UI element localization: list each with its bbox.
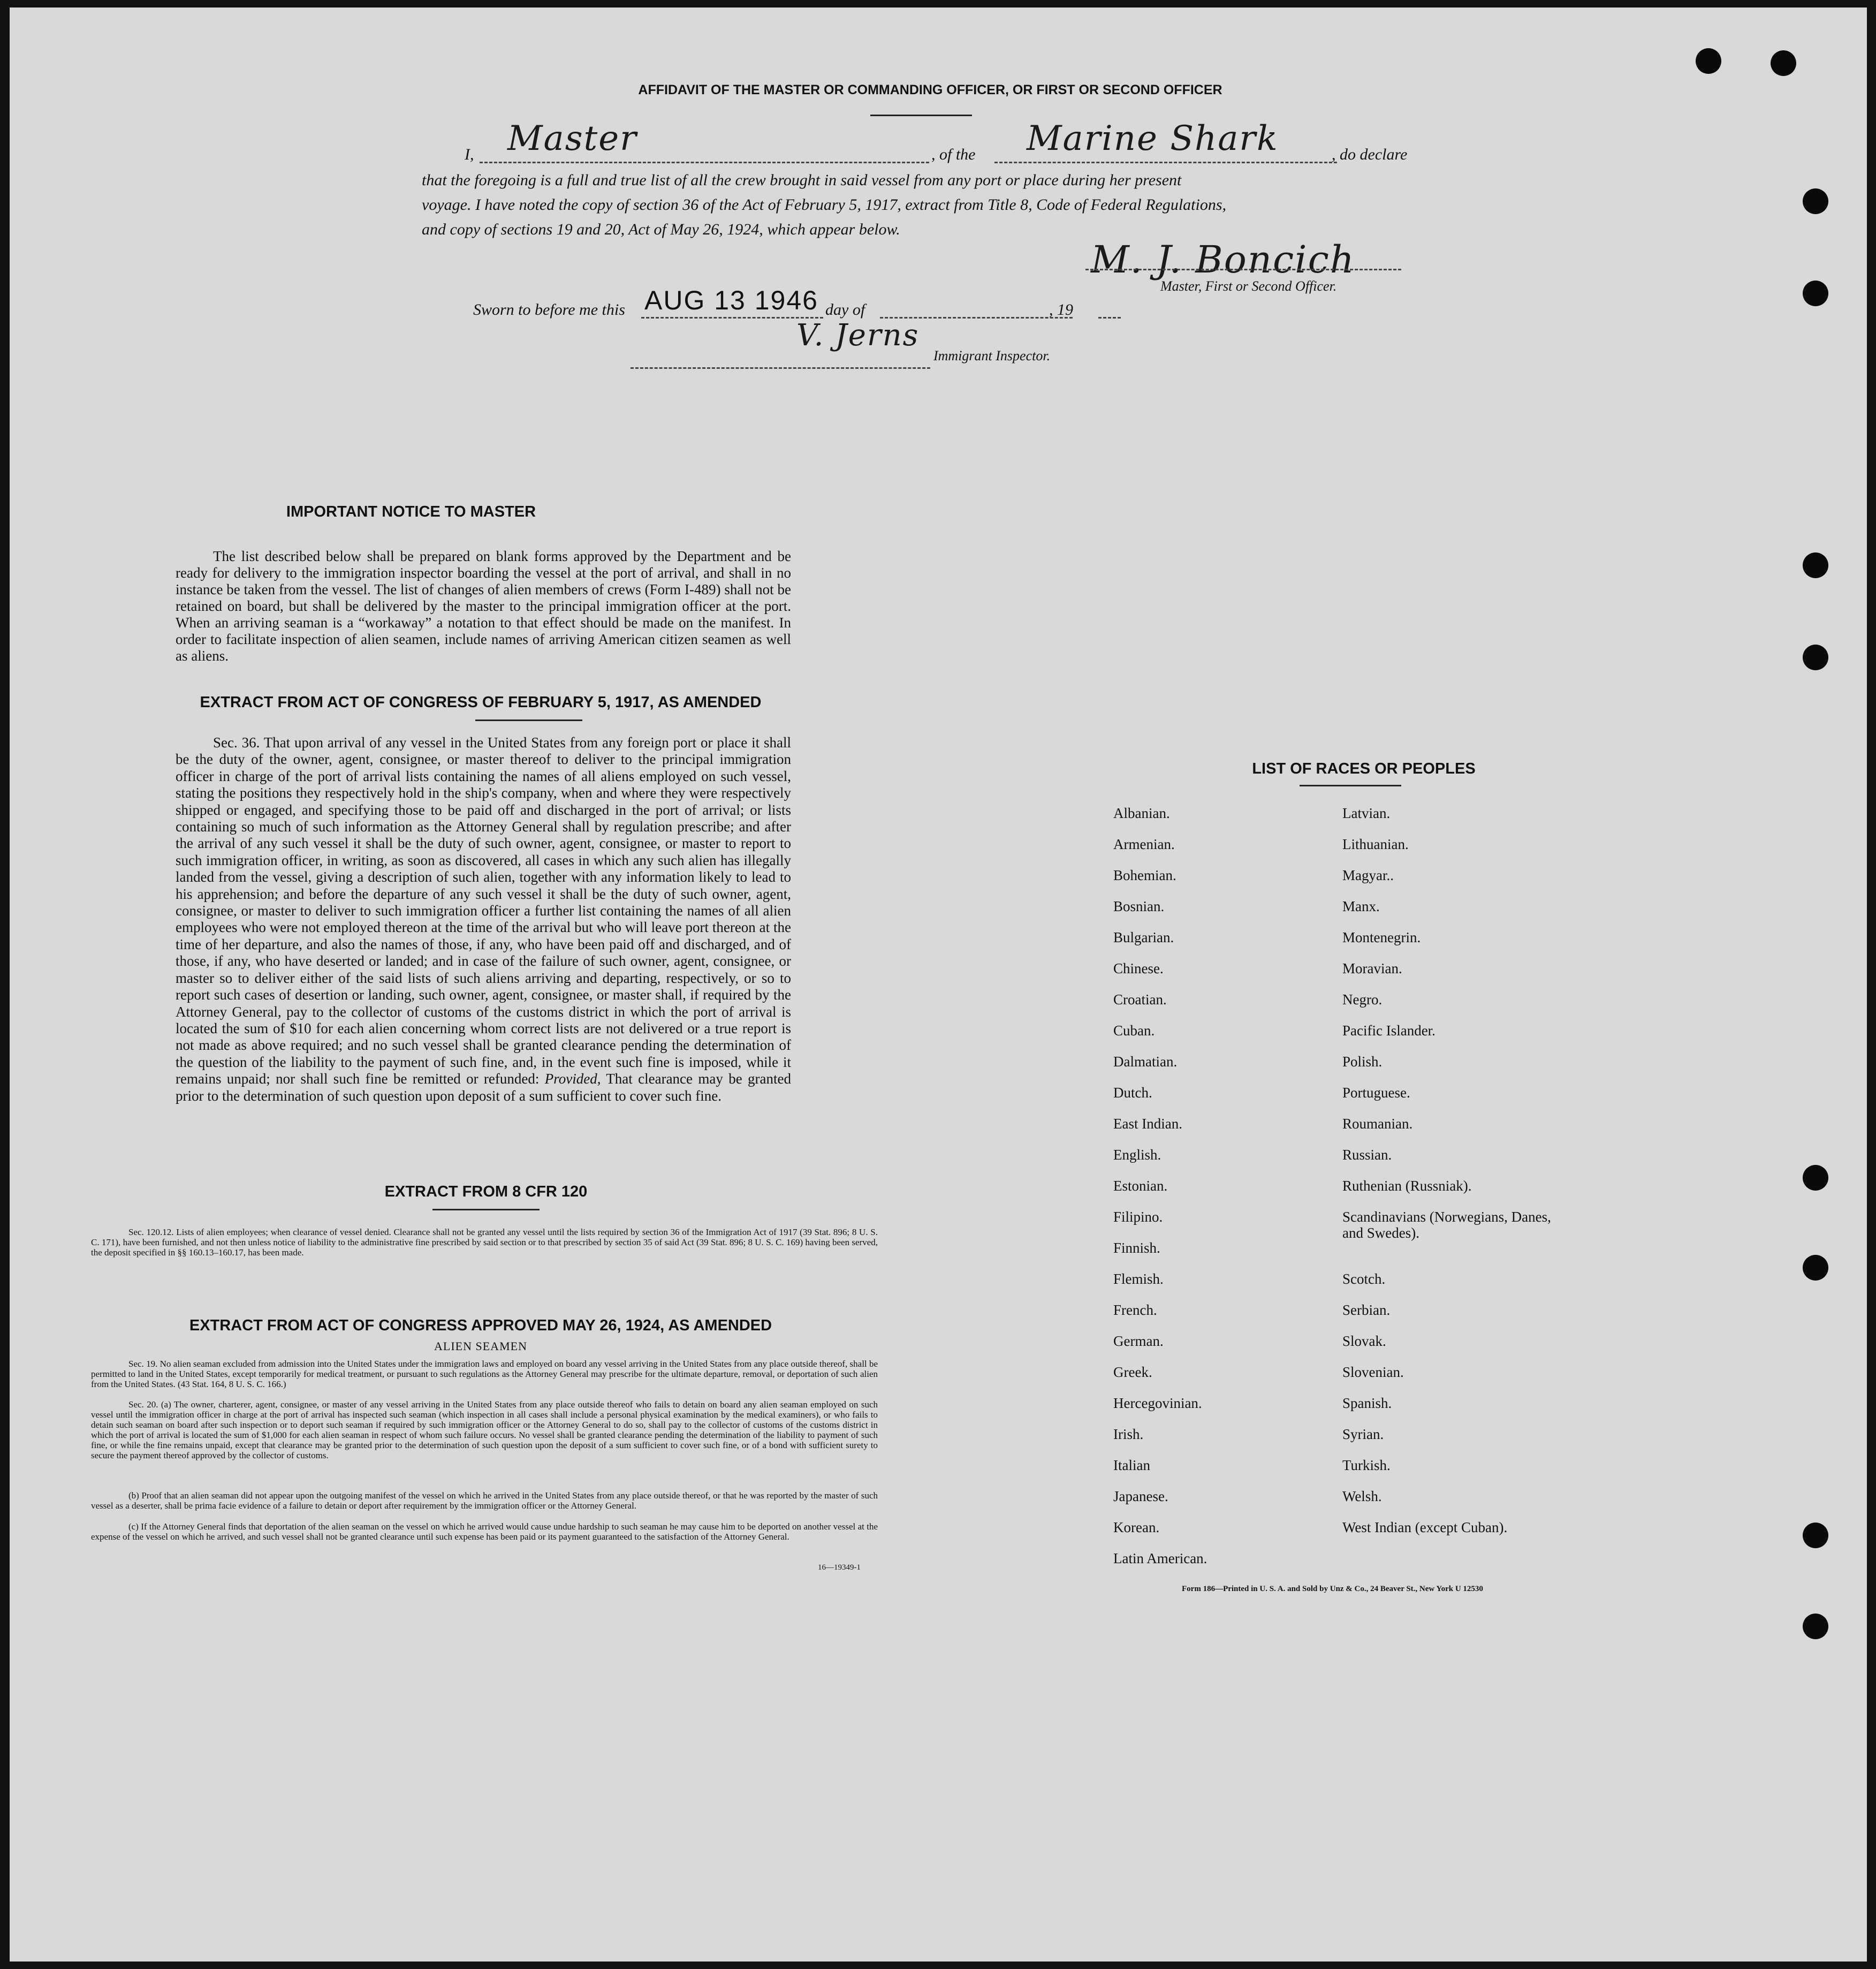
i-label: I, — [465, 146, 474, 163]
sec20b-text: (b) Proof that an alien seaman did not appear upon the outgoing manifest of the vessel on which he arrived in the United States from any place outside thereof, or that he was reported by the master of such vessel as a deserter, shall be prima facie evidence of a failure to detain or deport after requirement by the immigration officer or the Attorney General. — [91, 1490, 878, 1511]
race-item: Croatian. — [1113, 991, 1167, 1008]
punch-hole — [1771, 50, 1796, 76]
day-of-label: day of — [825, 301, 865, 319]
master-signature: M. J. Boncich — [1091, 238, 1355, 282]
race-item: Montenegrin. — [1342, 929, 1421, 945]
alien-seamen-subheading: ALIEN SEAMEN — [434, 1339, 527, 1353]
punch-hole — [1803, 552, 1828, 578]
document-page — [10, 7, 1867, 1962]
race-item: Latvian. — [1342, 805, 1391, 821]
race-item: Finnish. — [1113, 1240, 1160, 1256]
punch-hole — [1803, 1523, 1828, 1548]
race-item: Scotch. — [1342, 1271, 1386, 1287]
race-item: Syrian. — [1342, 1426, 1384, 1442]
punch-hole — [1803, 1255, 1828, 1281]
race-item: Italian — [1113, 1457, 1150, 1473]
race-item: Greek. — [1113, 1364, 1152, 1380]
form-code: 16—19349-1 — [818, 1563, 861, 1572]
affidavit-title: AFFIDAVIT OF THE MASTER OR COMMANDING OFFICER, OR FIRST OR SECOND OFFICER — [638, 82, 1222, 97]
dotted-line — [631, 367, 930, 369]
do-declare-label: , do declare — [1332, 146, 1408, 163]
race-item: German. — [1113, 1333, 1164, 1349]
race-item: Moravian. — [1342, 960, 1402, 976]
race-item: Portuguese. — [1342, 1085, 1410, 1101]
extract-1917-heading: EXTRACT FROM ACT OF CONGRESS OF FEBRUARY 5, 1917, AS AMENDED — [200, 694, 762, 711]
punch-hole — [1803, 1165, 1828, 1191]
of-the-label: , of the — [931, 146, 976, 163]
sec36-text-end: That clearance may be granted prior to the determination of such question upon deposit of a sum sufficient to cover such fine. — [176, 1071, 791, 1104]
inspector-signature: V. Jerns — [796, 318, 920, 353]
punch-hole — [1696, 48, 1721, 74]
race-item: Turkish. — [1342, 1457, 1391, 1473]
divider — [1300, 785, 1401, 786]
race-item: Manx. — [1342, 898, 1380, 914]
affidavit-line: that the foregoing is a full and true list of all the crew brought in said vessel from any port or place during her present — [422, 171, 1182, 189]
race-item: Albanian. — [1113, 805, 1170, 821]
year-label: , 19 — [1049, 301, 1073, 319]
race-item: Bosnian. — [1113, 898, 1165, 914]
sec20c-text: (c) If the Attorney General finds that deportation of the alien seaman on the vessel on which he arrived would cause undue hardship to such seaman he may cause him to be deported on another vessel at the expense of the vessel on which he arrived, and such vessel shall not be granted clearance until such expense has been paid or its payment guaranteed to the satisfaction of the Attorney General. — [91, 1521, 878, 1542]
notice-heading: IMPORTANT NOTICE TO MASTER — [286, 503, 536, 520]
cfr-body: Sec. 120.12. Lists of alien employees; when clearance of vessel denied. Clearance shall not be granted any vessel until the lists required by section 36 of the Immigration Act of 1917 (39 Stat. 896; 8 U. S. C. 171), have been furnished, and not then unless notice of liability to the administrative fine prescribed by said section or to that prescribed by section 35 of said Act (39 Stat. 896; 8 U. S. C. 169) having been served, the deposit specified in §§ 160.13–160.17, has been made. — [91, 1227, 878, 1258]
sec20a-text: Sec. 20. (a) The owner, charterer, agent, consignee, or master of any vessel arriving in the United States from any place outside thereof who fails to detain on board any alien seaman employed on such vessel until the immigration officer in charge at the port of arrival has inspected such seaman (which inspection in all cases shall include a personal physical examination by the medical examiners), or who fails to detain such seaman on board after such inspection or to deport such seaman if required by such immigration officer or the Attorney General to do so, shall pay to the collector of customs of the customs district in which the port of arrival is located the sum of $1,000 for each alien seaman in respect of whom such failure occurs. No vessel shall be granted clearance pending the determination of the liability to payment of such fine, or while the fine remains unpaid, except that clearance may be granted prior to the determination of such question upon the deposit of a sum sufficient to cover such fine, or of a bond with sufficient surety to secure the payment thereof approved by the collector of customs. — [91, 1399, 878, 1460]
race-item: Dalmatian. — [1113, 1054, 1178, 1070]
notice-body: The list described below shall be prepared on blank forms approved by the Department and be ready for delivery to the immigration inspector boarding the vessel at the port of arrival, and shall in no instance be taken from the vessel. The list of changes of alien members of crews (Form I-489) shall not be retained on board, but shall be delivered by the master to the principal immigration officer at the port. When an arriving seaman is a “workaway” a notation to that effect should be made on the manifest. In order to facilitate inspection of alien seamen, include names of arriving American citizen seamen as well as aliens. — [176, 548, 791, 664]
races-column-2 — [1342, 805, 1567, 1550]
races-column-1 — [1113, 805, 1327, 1581]
races-heading: LIST OF RACES OR PEOPLES — [1252, 760, 1476, 777]
provided-text: Provided, — [544, 1071, 601, 1087]
dotted-line — [480, 162, 929, 163]
race-item: Negro. — [1342, 991, 1383, 1008]
race-item: Chinese. — [1113, 960, 1164, 976]
divider — [475, 720, 582, 721]
dotted-line — [994, 162, 1337, 163]
signature-caption: Master, First or Second Officer. — [1160, 278, 1337, 294]
punch-hole — [1803, 1614, 1828, 1639]
affidavit-line: and copy of sections 19 and 20, Act of May 26, 1924, which appear below. — [422, 221, 900, 238]
race-item: East Indian. — [1113, 1116, 1182, 1132]
sworn-label: Sworn to before me this — [473, 301, 625, 319]
race-item: Lithuanian. — [1342, 836, 1409, 852]
race-item: Dutch. — [1113, 1085, 1152, 1101]
race-item: Estonian. — [1113, 1178, 1168, 1194]
race-item: Russian. — [1342, 1147, 1392, 1163]
affidavit-line: voyage. I have noted the copy of section 36 of the Act of February 5, 1917, extract from Title 8, Code of Federal Regulations, — [422, 196, 1227, 214]
race-item: Ruthenian (Russniak). — [1342, 1178, 1472, 1194]
race-item: Armenian. — [1113, 836, 1175, 852]
race-item: Magyar.. — [1342, 867, 1394, 883]
vessel-name-handwritten: Marine Shark — [1027, 119, 1279, 158]
race-item: English. — [1113, 1147, 1161, 1163]
extract-1917-body — [176, 734, 791, 1104]
race-item: Latin American. — [1113, 1550, 1207, 1566]
race-item: Filipino. — [1113, 1209, 1163, 1225]
race-item: Hercegovinian. — [1113, 1395, 1202, 1411]
divider — [432, 1209, 540, 1210]
divider — [870, 115, 972, 116]
dotted-line — [641, 317, 823, 319]
dotted-line — [1085, 269, 1401, 270]
punch-hole — [1803, 281, 1828, 306]
race-item: Irish. — [1113, 1426, 1144, 1442]
race-item: Bulgarian. — [1113, 929, 1174, 945]
race-item: Roumanian. — [1342, 1116, 1413, 1132]
race-item: Serbian. — [1342, 1302, 1391, 1318]
race-item: Cuban. — [1113, 1023, 1155, 1039]
race-item: Pacific Islander. — [1342, 1023, 1436, 1039]
inspector-caption: Immigrant Inspector. — [933, 348, 1051, 363]
race-item: Flemish. — [1113, 1271, 1164, 1287]
race-item: Spanish. — [1342, 1395, 1392, 1411]
punch-hole — [1803, 645, 1828, 670]
race-item: Japanese. — [1113, 1488, 1168, 1504]
race-item: Bohemian. — [1113, 867, 1176, 883]
race-item: Polish. — [1342, 1054, 1383, 1070]
punch-hole — [1803, 188, 1828, 214]
race-item: Korean. — [1113, 1519, 1160, 1535]
race-item: West Indian (except Cuban). — [1342, 1519, 1508, 1535]
form-printer-line: Form 186—Printed in U. S. A. and Sold by Unz & Co., 24 Beaver St., New York U 12530 — [1182, 1585, 1483, 1593]
extract-1924-heading: EXTRACT FROM ACT OF CONGRESS APPROVED MAY 26, 1924, AS AMENDED — [189, 1317, 772, 1334]
race-item: Slovak. — [1342, 1333, 1386, 1349]
sec19-text: Sec. 19. No alien seaman excluded from admission into the United States under the immigration laws and employed on board any vessel arriving in the United States from any place outside thereof, shall be permitted to land in the United States, except temporarily for medical treatment, or pursuant to such regulations as the Attorney General may prescribe for the ultimate departure, removal, or deportation of such alien from the United States. (43 Stat. 164, 8 U. S. C. 166.) — [91, 1359, 878, 1389]
race-item: Scandinavians (Norwegians, Danes, and Swedes). — [1342, 1209, 1551, 1241]
sec36-text: Sec. 36. That upon arrival of any vessel in the United States from any foreign port or place it shall be the duty of the owner, agent, consignee, or master thereof to deliver to the principal immigration officer in charge of the port of arrival lists containing the names of all aliens employed on such vessel, stating the positions they respectively hold in the ship's company, when and where they were respectively shipped or engaged, and specifying those to be paid off and discharged in the port of arrival; or lists containing so much of such information as the Attorney General shall by regulation prescribe; and after the arrival of any such vessel it shall be the duty of such owner, agent, consignee, or master to report to such immigration officer, in writing, as soon as discovered, all cases in which any such alien has illegally landed from the vessel, giving a description of such alien, together with any information likely to lead to his apprehension; and before the departure of any such vessel it shall be the duty of such owner, agent, consignee, or master to deliver to such immigration officer a further list containing the names of all alien employees who were not employed thereon at the time of the arrival but who will leave port thereon at the time of her departure, and also the names of those, if any, who have been paid off and discharged, and of those, if any, who have deserted or landed; and in case of the failure of such owner, agent, consignee, or master so to deliver either of the said lists of such aliens arriving and departing, respectively, or so to report such cases of desertion or landing, such owner, agent, consignee, or master shall, if required by the Attorney General, pay to the collector of customs of the customs district in which the port of arrival is located the sum of $10 for each alien concerning whom correct lists are not delivered or a true report is not made as above required; and no such vessel shall be granted clearance pending the determination of the question of the liability to the payment of such fine, and, in the event such fine is imposed, while it remains unpaid; nor shall such fine be remitted or refunded: — [176, 734, 791, 1087]
rank-handwritten: Master — [507, 119, 637, 158]
dotted-line — [1098, 317, 1121, 319]
race-item: Welsh. — [1342, 1488, 1382, 1504]
race-item: Slovenian. — [1342, 1364, 1404, 1380]
date-stamp: AUG 13 1946 — [644, 285, 818, 315]
cfr-heading: EXTRACT FROM 8 CFR 120 — [384, 1183, 588, 1200]
race-item: French. — [1113, 1302, 1157, 1318]
